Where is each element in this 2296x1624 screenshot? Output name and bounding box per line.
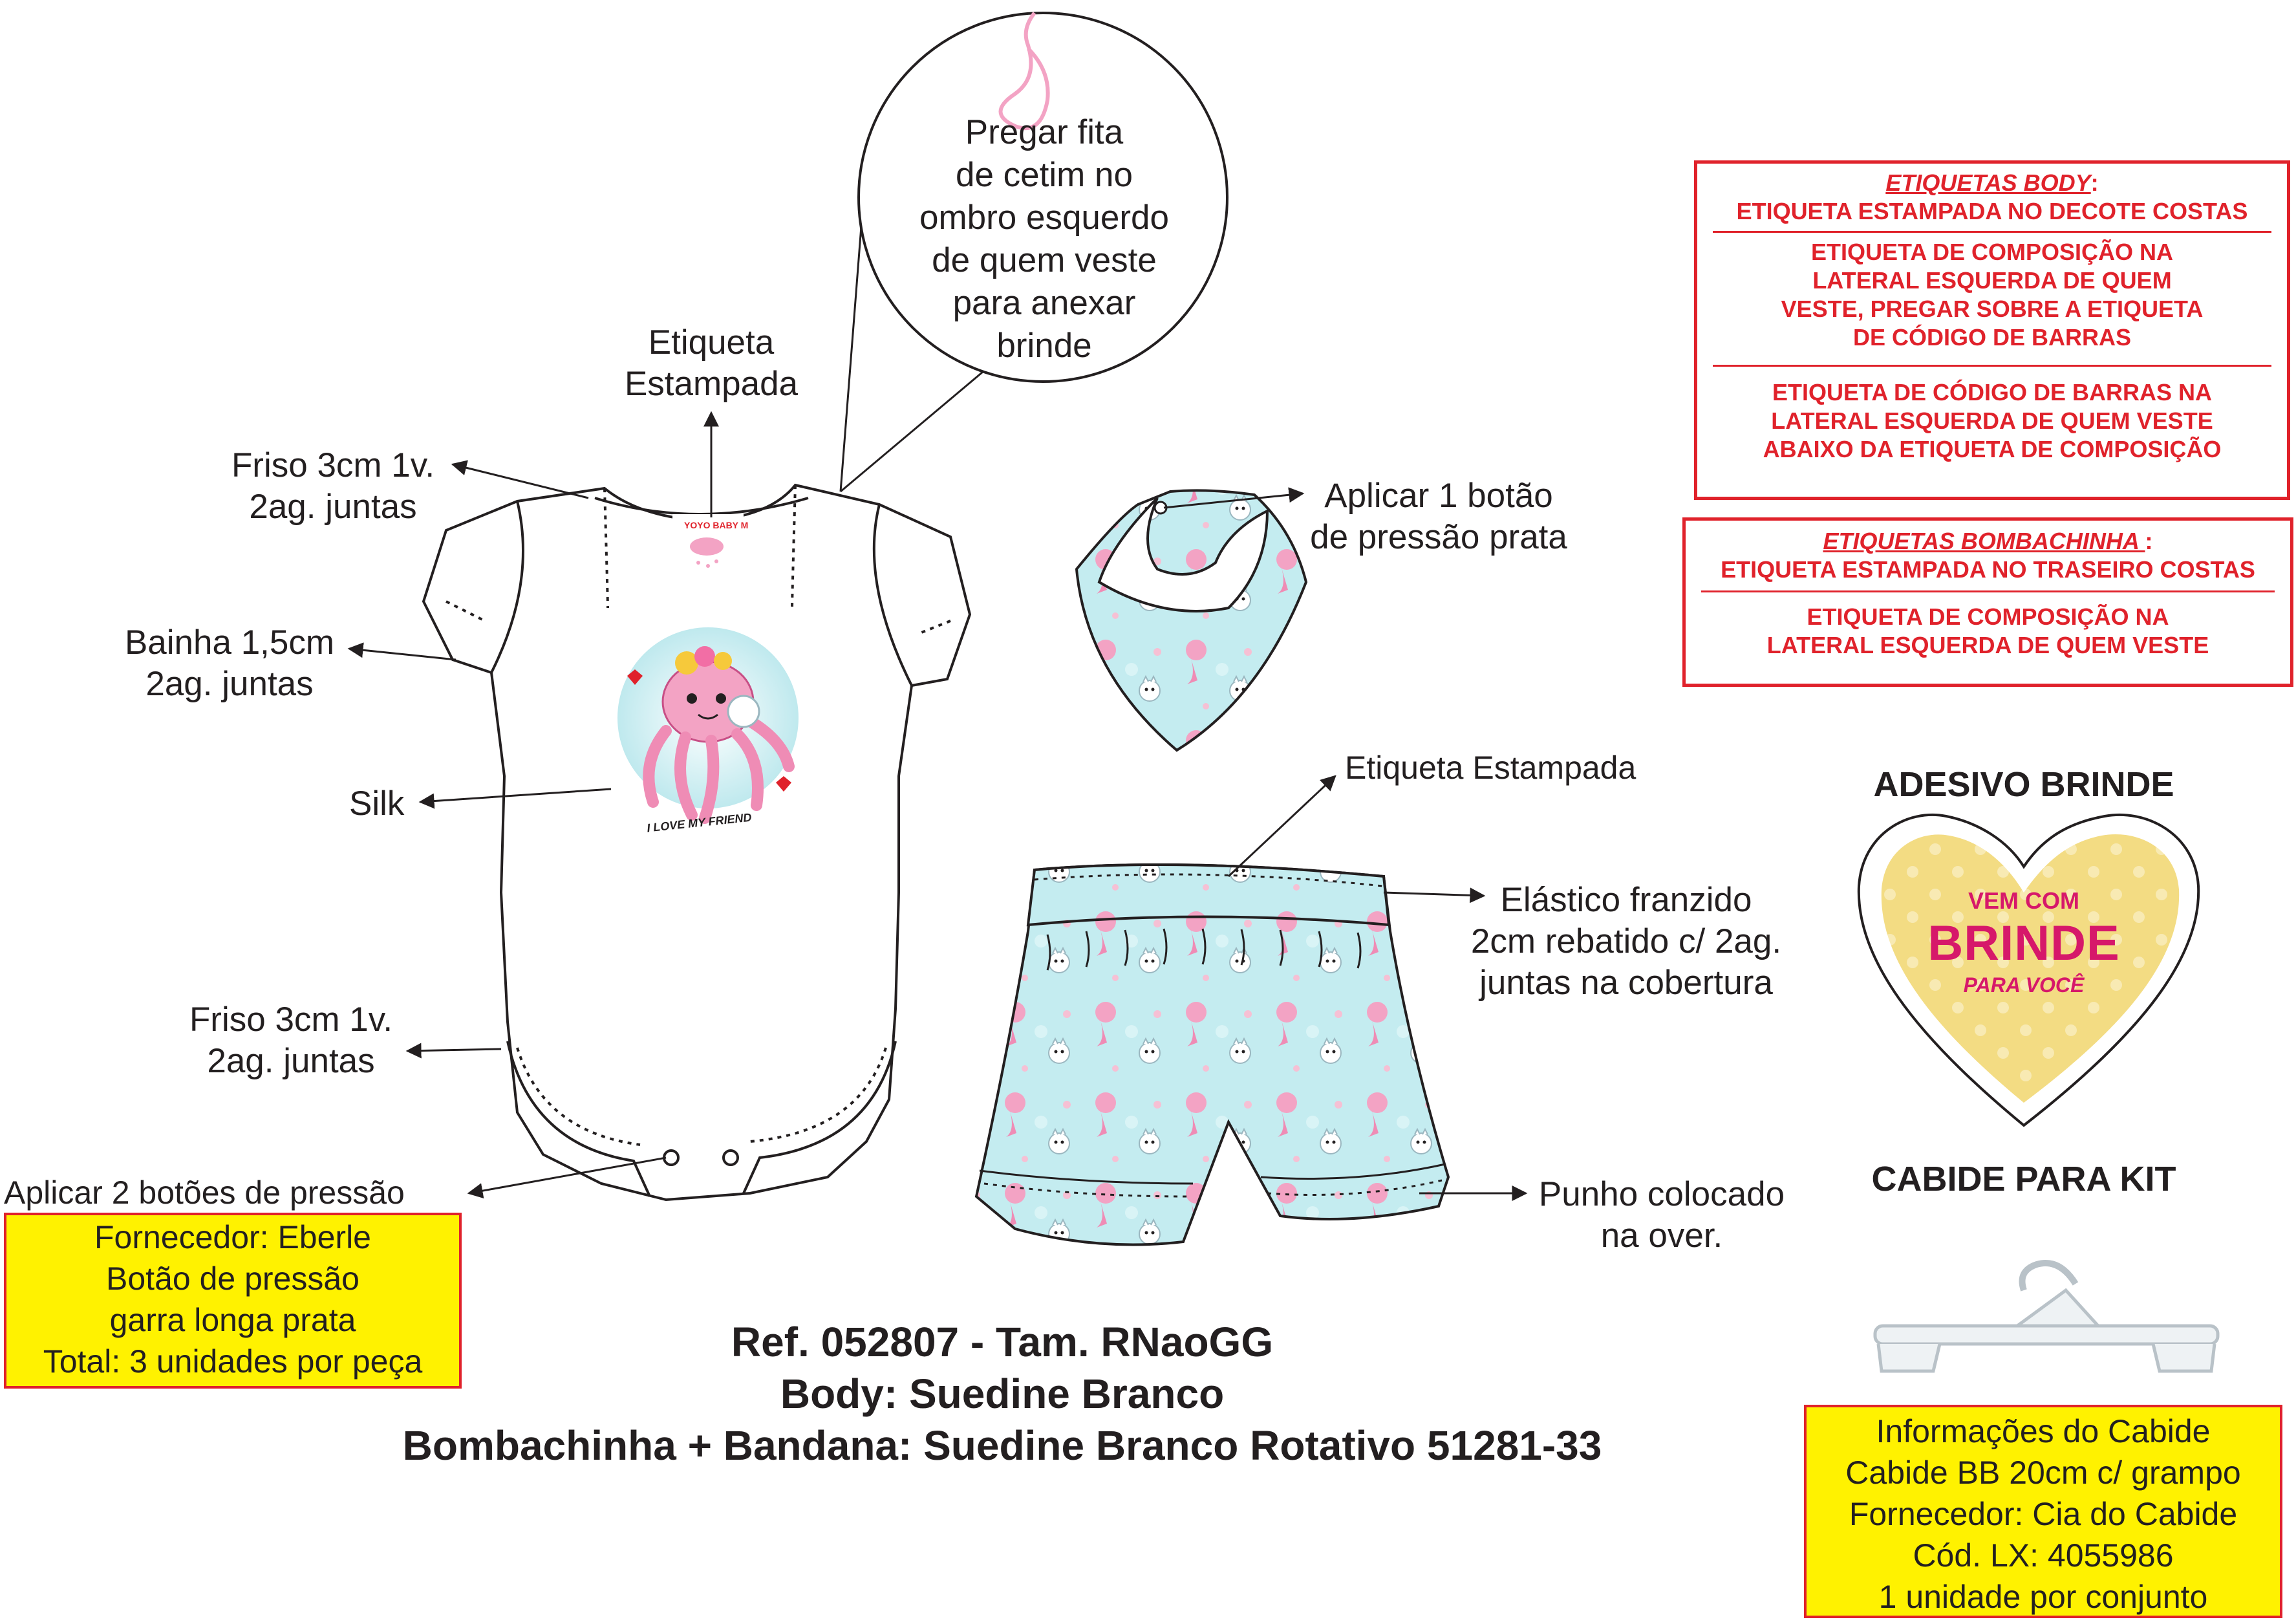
labels-body-line: ETIQUETA DE CÓDIGO DE BARRAS NA <box>1772 379 2213 406</box>
cabide-info-line: 1 unidade por conjunto <box>1878 1579 2208 1615</box>
shorts-drawing <box>976 865 1448 1245</box>
label-line: juntas na cobertura <box>1479 964 1773 1002</box>
label-line: 2ag. juntas <box>145 665 314 703</box>
callout-line: para anexar <box>952 284 1136 322</box>
supplier-line: garra longa prata <box>109 1302 356 1338</box>
labels-body-line: ABAIXO DA ETIQUETA DE COMPOSIÇÃO <box>1763 436 2222 462</box>
labels-bombachinha-box <box>1682 517 2293 687</box>
labels-bomb-line: LATERAL ESQUERDA DE QUEM VESTE <box>1766 632 2209 658</box>
divider <box>1713 231 2271 233</box>
sticker-line1: VEM COM <box>1968 887 2079 914</box>
divider <box>1701 590 2275 592</box>
callout-ribbon-text <box>892 111 1196 367</box>
labels-body-line1: ETIQUETA ESTAMPADA NO DECOTE COSTAS <box>1736 198 2248 224</box>
cabide-info-line: Cabide BB 20cm c/ grampo <box>1845 1455 2241 1491</box>
adesivo-title: ADESIVO BRINDE <box>1873 765 2174 804</box>
cabide-info-line: Fornecedor: Cia do Cabide <box>1849 1496 2238 1532</box>
reference-block <box>194 1316 1810 1471</box>
label-line: Etiqueta <box>648 323 775 362</box>
supplier-line: Total: 3 unidades por peça <box>43 1343 423 1380</box>
labels-bomb-title-colon: : <box>2145 528 2153 554</box>
reference-line2: Body: Suedine Branco <box>780 1370 1225 1417</box>
label-line: Bainha 1,5cm <box>124 623 335 662</box>
label-elastico <box>1458 880 1794 1004</box>
label-bandana-botao <box>1287 475 1591 558</box>
label-punho <box>1519 1174 1804 1257</box>
cabide-info-line: Informações do Cabide <box>1876 1413 2211 1449</box>
label-etiqueta-estampada-shorts: Etiqueta Estampada <box>1345 750 1636 786</box>
octopus-silk-print <box>611 624 805 844</box>
label-line: Aplicar 1 botão <box>1324 477 1553 515</box>
silk-print-text: I LOVE MY FRIEND <box>646 810 753 835</box>
cabide-title: CABIDE PARA KIT <box>1871 1160 2176 1198</box>
divider <box>1713 365 2271 367</box>
labels-body-line: VESTE, PREGAR SOBRE A ETIQUETA <box>1781 296 2204 322</box>
label-bainha <box>110 622 349 705</box>
labels-body-line: DE CÓDIGO DE BARRAS <box>1852 324 2132 351</box>
label-line: Elástico franzido <box>1500 881 1752 919</box>
sticker-line2: BRINDE <box>1927 916 2120 971</box>
cabide-info-box <box>1804 1405 2282 1618</box>
hanger-drawing <box>1875 1263 2218 1371</box>
label-line: 2cm rebatido c/ 2ag. <box>1470 922 1782 960</box>
label-friso-neck <box>213 445 453 528</box>
labels-bomb-line1: ETIQUETA ESTAMPADA NO TRASEIRO COSTAS <box>1721 556 2255 583</box>
bandana-drawing <box>1077 490 1306 750</box>
label-line: Friso 3cm 1v. <box>231 446 435 484</box>
label-line: 2ag. juntas <box>207 1042 375 1080</box>
label-line: 2ag. juntas <box>249 488 417 526</box>
labels-body-box <box>1694 160 2290 500</box>
supplier-line: Fornecedor: Eberle <box>94 1219 371 1255</box>
callout-line: brinde <box>996 327 1092 365</box>
labels-bomb-line: ETIQUETA DE COMPOSIÇÃO NA <box>1807 603 2169 630</box>
callout-line: ombro esquerdo <box>919 199 1169 237</box>
labels-bomb-title: ETIQUETAS BOMBACHINHA <box>1823 528 2145 554</box>
reference-line1: Ref. 052807 - Tam. RNaoGG <box>731 1319 1274 1365</box>
cabide-info-line: Cód. LX: 4055986 <box>1913 1537 2174 1574</box>
label-etiqueta-estampada-body <box>621 322 802 405</box>
callout-line: de quem veste <box>932 241 1157 279</box>
labels-body-line: LATERAL ESQUERDA DE QUEM VESTE <box>1771 407 2213 434</box>
sticker-line3: PARA VOCÊ <box>1963 973 2085 997</box>
reference-line3: Bombachinha + Bandana: Suedine Branco Rotativo 51281-33 <box>402 1422 1602 1469</box>
label-line: Punho colocado <box>1538 1175 1785 1213</box>
labels-body-title: ETIQUETAS BODY <box>1885 169 2091 196</box>
labels-body-line: LATERAL ESQUERDA DE QUEM <box>1812 267 2172 294</box>
labels-body-title-colon: : <box>2090 169 2099 196</box>
label-line: na over. <box>1600 1217 1723 1255</box>
callout-line: de cetim no <box>956 156 1133 194</box>
label-botoes: Aplicar 2 botões de pressão <box>4 1175 405 1211</box>
label-line: Estampada <box>624 365 799 403</box>
neck-label-text: YOYO BABY M <box>684 520 749 530</box>
supplier-line: Botão de pressão <box>106 1261 359 1297</box>
label-line: Friso 3cm 1v. <box>189 1001 393 1039</box>
callout-line: Pregar fita <box>965 113 1124 151</box>
label-silk: Silk <box>349 785 405 823</box>
sticker-text <box>1914 886 2134 999</box>
label-friso-legs <box>175 999 407 1082</box>
label-line: de pressão prata <box>1310 518 1567 556</box>
labels-body-line: ETIQUETA DE COMPOSIÇÃO NA <box>1810 239 2174 265</box>
